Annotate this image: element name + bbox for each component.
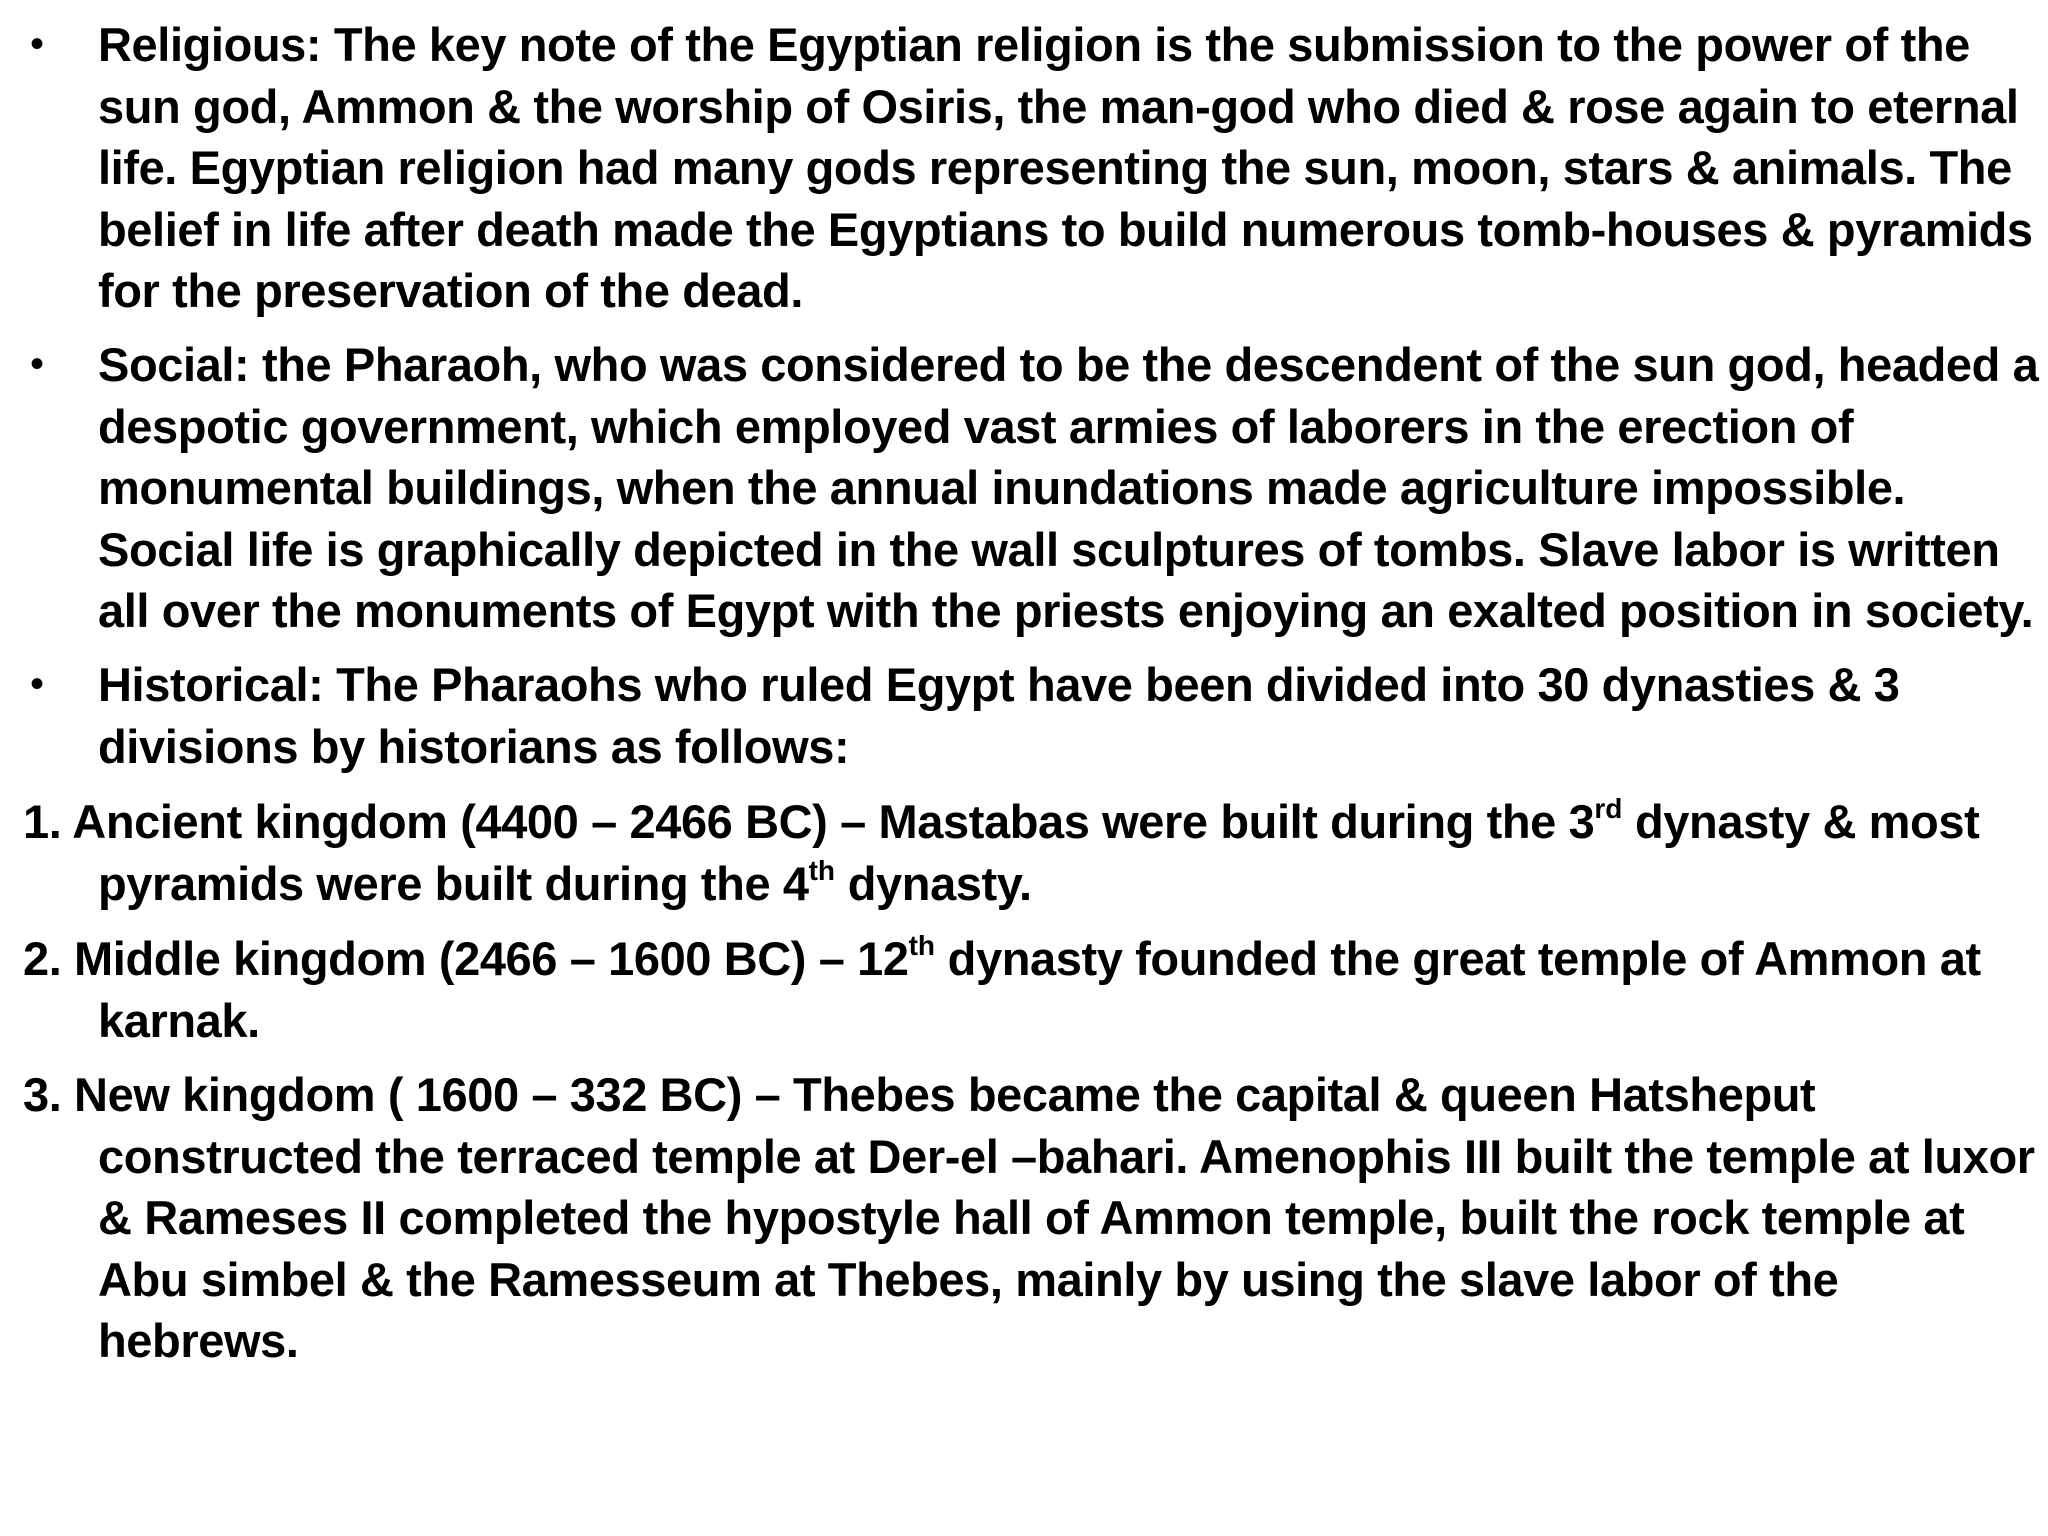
item-text-part: dynasty & most pyramids were built during the 4 [98,795,1980,910]
item-text-part: dynasty. [835,856,1032,910]
bullet-text: Social: the Pharaoh, who was considered to be the descendent of the sun god, headed a despotic government, which employed vast armies of laborers in the erection of monumental buildings, when the annual inundations made agriculture impossible. Social life is graphically depicted in the wall sculptures of tombs. Slave labor is written all over the monuments of Egypt with the priests enjoying an exalted position in society. [98,338,2039,637]
bullet-marker: • [30,342,44,386]
item-text-part: 3. New kingdom ( 1600 – 332 BC) – Thebes became the capital & queen Hatsheput constructed the terraced temple at Der-el –bahari. Amenophis III built the temple at luxor & Rameses II completed the hypostyle hall of Ammon temple, built the rock temple at Abu simbel & the Ramesseum at Thebes, mainly by using the slave labor of the hebrews. [23,1068,2035,1367]
superscript: th [808,854,836,886]
superscript: rd [1594,792,1623,824]
bullet-social [0,334,2040,642]
numbered-item-middle-kingdom [0,928,2040,1051]
item-text-part: dynasty founded the great temple of Ammon at karnak. [98,932,1981,1047]
item-text-part: 1. Ancient kingdom (4400 – 2466 BC) – Mastabas were built during the 3 [23,795,1595,848]
bullet-historical [0,654,2040,777]
bullet-text: Religious: The key note of the Egyptian religion is the submission to the power of the sun god, Ammon & the worship of Osiris, the man-god who died & rose again to eternal life. Egyptian religion had many gods representing the sun, moon, stars & animals. The belief in life after death made the Egyptians to build numerous tomb-houses & pyramids for the preservation of the dead. [98,18,2033,317]
numbered-item-ancient-kingdom [0,791,2040,914]
bullet-text: Historical: The Pharaohs who ruled Egypt have been divided into 30 dynasties & 3 divisions by historians as follows: [98,658,1900,773]
superscript: th [908,929,936,961]
bullet-religious [0,14,2040,322]
item-text-part: 2. Middle kingdom (2466 – 1600 BC) – 12 [23,932,909,985]
bullet-marker: • [30,22,44,66]
numbered-item-new-kingdom [0,1064,2040,1372]
bullet-marker: • [30,662,44,706]
